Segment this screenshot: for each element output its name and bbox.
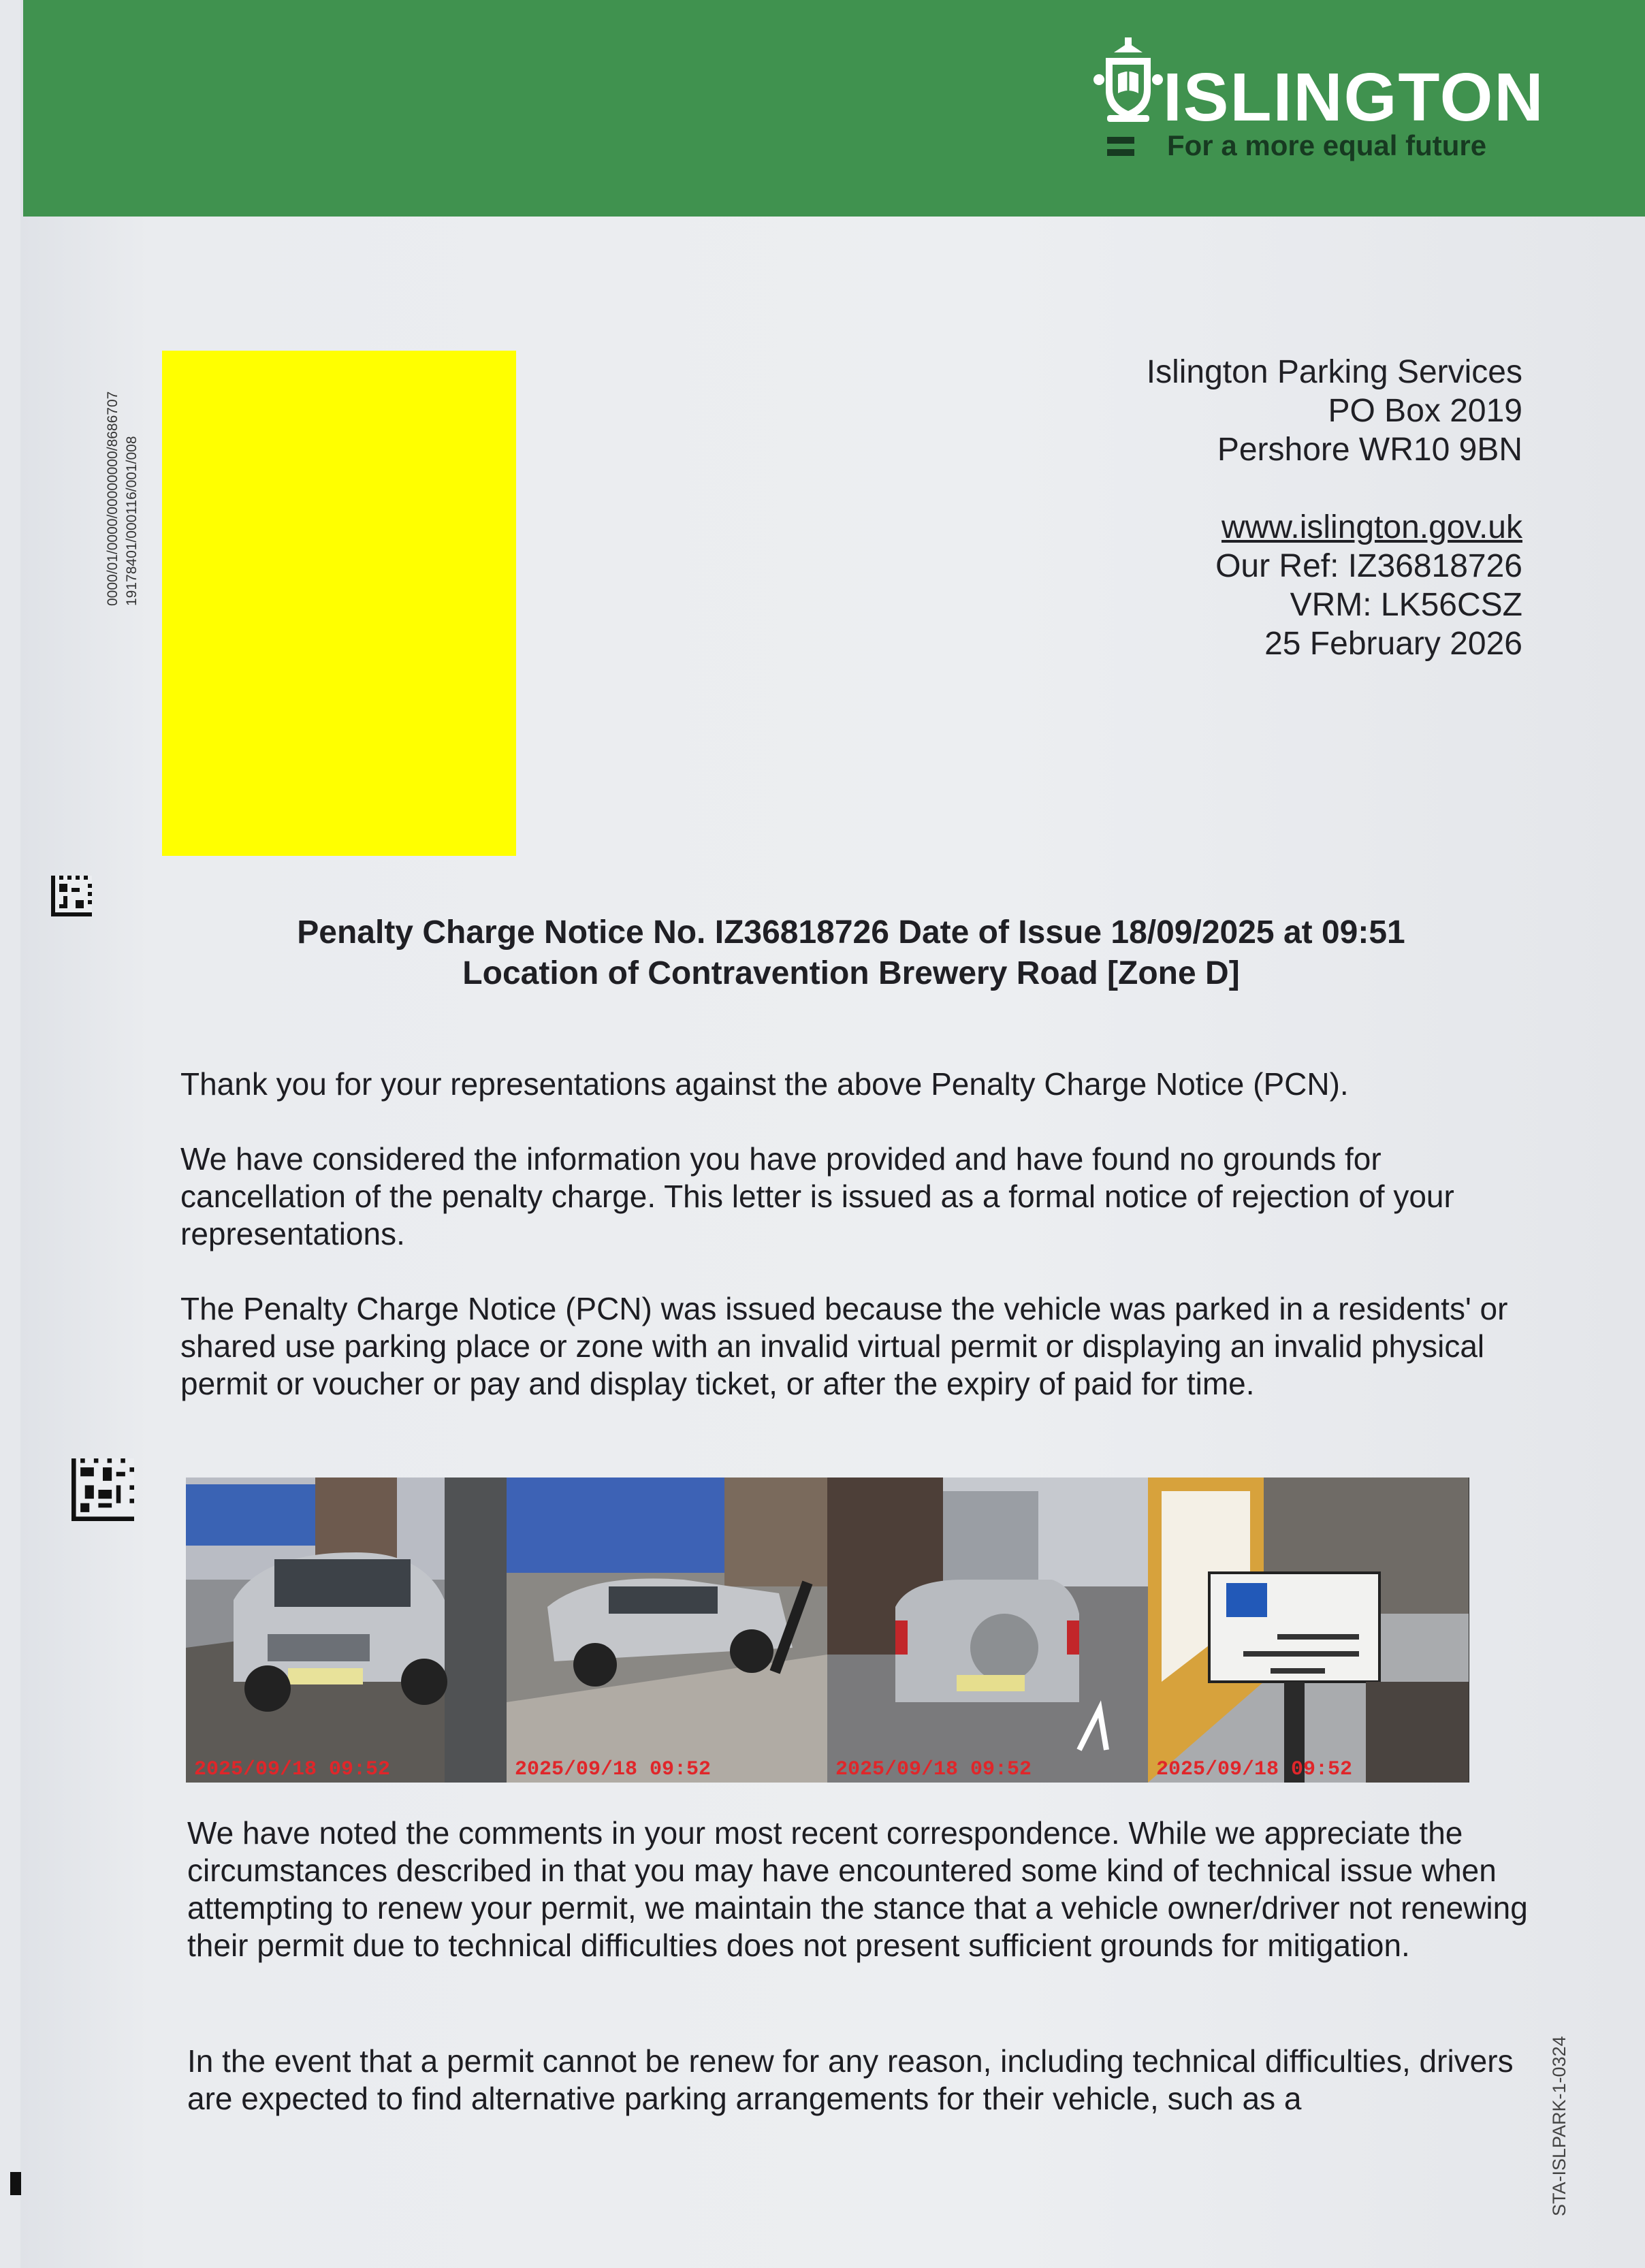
photo-timestamp: 2025/09/18 09:52	[515, 1758, 712, 1781]
brand-name: ISLINGTON	[1163, 59, 1545, 135]
datamatrix-code-icon	[51, 876, 92, 916]
evidence-photo	[827, 1478, 1148, 1783]
our-reference: Our Ref: IZ36818726	[1215, 548, 1522, 584]
evidence-photo	[507, 1478, 827, 1783]
equals-icon	[1107, 137, 1134, 156]
body-paragraph: The Penalty Charge Notice (PCN) was issued because the vehicle was parked in a residents' or shared use parking place or zone with an invalid virtual permit or displaying an invalid physical permit or voucher or pay and display ticket, or after the expiry of paid for time.	[180, 1291, 1508, 1401]
sender-name: Islington Parking Services	[1146, 354, 1522, 390]
pcn-number-line: Penalty Charge Notice No. IZ36818726 Date of Issue 18/09/2025 at 09:51	[297, 914, 1405, 951]
council-crest-icon	[1093, 37, 1163, 125]
parking-sign-photo-icon	[1148, 1478, 1469, 1783]
qr-code-icon	[71, 1458, 134, 1521]
side-reference-line: 19178401/000116/001/008	[124, 436, 140, 606]
car-rear-photo-icon	[827, 1478, 1148, 1783]
pcn-subject	[204, 912, 1498, 994]
photo-timestamp: 2025/09/18 09:52	[835, 1758, 1032, 1781]
sender-town: Pershore WR10 9BN	[1217, 432, 1522, 468]
fold-mark	[10, 2172, 21, 2195]
photo-timestamp: 2025/09/18 09:52	[194, 1758, 391, 1781]
body-paragraph: Thank you for your representations against the above Penalty Charge Notice (PCN).	[180, 1066, 1349, 1102]
islington-logo	[1093, 37, 1545, 167]
evidence-photo	[1148, 1478, 1469, 1783]
vehicle-registration: VRM: LK56CSZ	[1290, 587, 1522, 623]
evidence-photo	[186, 1478, 507, 1783]
document-code	[1546, 1998, 1573, 2216]
body-paragraph: We have considered the information you have provided and have found no grounds for cancellation of the penalty charge. This letter is issued as a formal notice of rejection of your representations.	[180, 1141, 1454, 1251]
brand-tagline: For a more equal future	[1167, 129, 1487, 161]
body-paragraph: In the event that a permit cannot be renew for any reason, including technical difficulties, drivers are expected to find alternative parking arrangements for their vehicle, such as a	[187, 2043, 1514, 2116]
council-header-banner	[23, 0, 1645, 217]
sender-po-box: PO Box 2019	[1328, 393, 1522, 429]
evidence-photo-strip	[186, 1478, 1469, 1783]
website-link[interactable]: www.islington.gov.uk	[1221, 509, 1522, 545]
side-reference-line: 0000/01/0000/00000000/8686707	[105, 391, 121, 606]
body-paragraph: We have noted the comments in your most recent correspondence. While we appreciate the circumstances described in that you may have encountered some kind of technical issue when attempting to renew your permit, we maintain the stance that a vehicle owner/driver not renewing their permit due to technical difficulties does not present sufficient grounds for mitigation.	[187, 1815, 1528, 1963]
car-front-photo-icon	[186, 1478, 507, 1783]
sender-address	[978, 353, 1522, 663]
contravention-location: Location of Contravention Brewery Road [Zone D]	[462, 955, 1240, 991]
side-reference	[103, 354, 158, 606]
car-side-photo-icon	[507, 1478, 827, 1783]
document-code-text: STA-ISLPARK-1-0324	[1549, 2036, 1569, 2216]
letter-date: 25 February 2026	[1264, 626, 1522, 662]
redacted-address-block	[162, 351, 516, 856]
photo-timestamp: 2025/09/18 09:52	[1156, 1758, 1353, 1781]
